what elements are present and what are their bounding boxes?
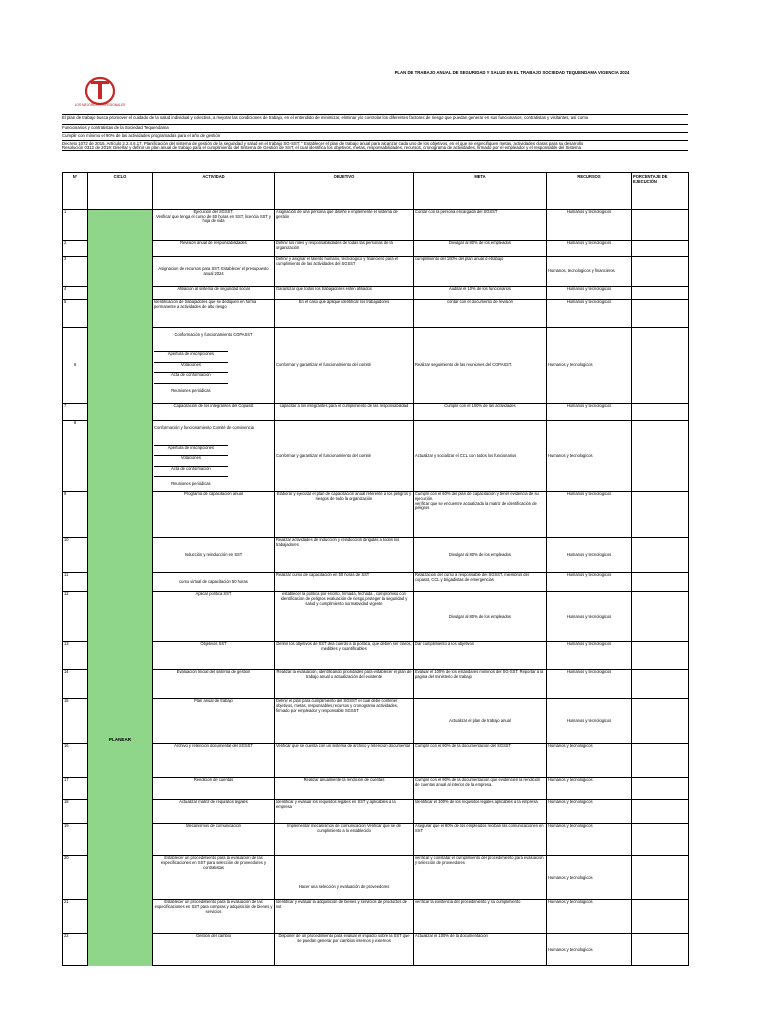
row-meta: Evaluar el 100% de los estándares mínimos del SG-SST. Reportar a la pagina del ministerio de trabajo [414,670,547,699]
row-recursos: Humanos y tecnologicos [547,404,632,421]
row-porcentaje[interactable] [632,642,689,670]
row-objetivo: Elaborar y ejecutar el plan de capacitación anual referente a los peligros y riesgos de todo la organización [275,492,414,538]
row-actividad: Gestión del cambio [153,934,275,966]
row-recursos: Humanos y tecnologicos [547,492,632,538]
row-meta: contar con el documento de revisión [414,300,547,328]
row-actividad: Archivo y retención documental del SGSST [153,744,275,778]
row-meta: Cumplir con el 100% de las actividades [414,404,547,421]
header-meta: META [414,173,547,210]
row-porcentaje[interactable] [632,287,689,300]
table-row [63,778,689,800]
row-objetivo: Definir y asignar el talento humano, tecnologico y financiero para el cumplimiento de las actividades del SGSST [275,257,414,287]
intro-scope: Funcionarios y contratistas de la Sociedad Tequendama [62,124,688,130]
row-objetivo: Identificar y evaluar los requisitos legales en SST y aplicables a la empresa [275,800,414,824]
table-row [63,210,689,241]
row-objetivo: Identificar y evaluar la adquisición de bienes y servicios de productos de sst [275,900,414,934]
row-objetivo: establecer la política por escrito, firmada, fechada , compromiso con identificacion de peligros evaluación de riesgo,proteger la seguridad y salud y cumplimiento normatividad vigente [275,592,414,642]
row-meta: Divulgar al 80% de los empleados [414,592,547,642]
table-header-row [63,173,689,210]
intro-decreto: Decreto 1072 de 2015, Artículo 2.2.4.6.17. Planificación del sistema de gestión de la seguridad y salud en el trabajo SG-SST: " Establecer el plan de trabajo anual para alcanzar cada uno de los objetivos, en el que se especifiquen metas, actividades claras para su desarrollo [62,140,688,146]
table-row [63,492,689,538]
row-recursos: Humanos y tecnologicos [547,744,632,778]
row-porcentaje[interactable] [632,900,689,934]
row-meta: Realizacion del curso a responsable del SGSST, miembros del copasst, CCL y brigadistas de emergencias [414,573,547,592]
row-number: 15 [63,699,88,744]
intro-purpose: El plan de trabajo busca promover el cuidado de la salud individual y colectiva, a mejorar las condiciones de trabajo, en el entendido de minimizar, eliminar y/o controlar los diferentes factores de riesgo que puedan generar en sus funcionarios, contratistas y visitantes, así como [62,114,688,120]
header-n: N° [63,173,88,210]
row-actividad: Capacitación de los integrantes del Copasst [153,404,275,421]
table-row [63,328,689,404]
row-recursos: Humanos y tecnologicos [547,642,632,670]
row-objetivo: Asignación de una persona que diseñe e implemente el sistema de gestión [275,210,414,241]
row-objetivo: capacitar a los integrantes para el cumplimiento de las responsabilidad [275,404,414,421]
row-actividad: Aplicar política SST [153,592,275,642]
row-meta: Cumplir con el 90% de la documentación del SGSST [414,744,547,778]
row-objetivo: Realizar anualmente la rendición de cuentas [275,778,414,800]
table-row [63,900,689,934]
row-recursos: Humanos y tecnologicos [547,421,632,492]
sub-activity: Acta de conformación [154,466,228,472]
row-meta: Divulgar al 80% de los empleados [414,241,547,257]
header-porcentaje: PORCENTAJE DE EJECUCIÓN [632,173,689,210]
row-actividad: Ejecución del SGSST. Verificar que tenga el curso de 50 horas en SST, licencia SST y hoja de vida [153,210,275,241]
row-actividad: Establecer un procedimiento para la evaluación de las especificaciones en SST para compras y adquisición de bienes y servicios [153,900,275,934]
row-meta: Actualizar el 100% de la documentación [414,934,547,966]
row-actividad: Rendición de cuentas [153,778,275,800]
row-objetivo: Hacer una selección y evaluación de proveedores [275,856,414,900]
row-porcentaje[interactable] [632,824,689,856]
row-objetivo: Garantizar que todos los trabajadores esten afiliados [275,287,414,300]
row-porcentaje[interactable] [632,241,689,257]
row-number: 22 [63,934,88,966]
row-porcentaje[interactable] [632,744,689,778]
table-row [63,934,689,966]
row-porcentaje[interactable] [632,210,689,241]
table-row [63,421,689,492]
row-number: 6 [63,328,88,404]
header-objetivo: OBJETIVO [275,173,414,210]
row-porcentaje[interactable] [632,538,689,573]
row-objetivo: Definir los objetivos de SST dea cuerdo a la política, que deben ser claros, medibles y cuantificables [275,642,414,670]
row-objetivo: Implementar mecanismos de comunicación Verificar que se de cumplimiento a lo establecido [275,824,414,856]
row-number: 4 [63,287,88,300]
row-number: 9 [63,492,88,538]
sub-activity: Acta de conformación [154,372,228,378]
row-number: 20 [63,856,88,900]
table-row [63,699,689,744]
header-actividad: ACTIVIDAD [153,173,275,210]
table-row [63,744,689,778]
row-porcentaje[interactable] [632,300,689,328]
row-recursos: Humanos y tecnologicos [547,824,632,856]
row-number: 19 [63,824,88,856]
row-porcentaje[interactable] [632,492,689,538]
row-actividad: Mecanismos de comunicación [153,824,275,856]
row-number: 13 [63,642,88,670]
row-porcentaje[interactable] [632,328,689,404]
sub-activity: Reuniones periódicas [154,383,228,399]
row-number: 14 [63,670,88,699]
table-row [63,300,689,328]
row-meta: Realizar seguimiento de las reuniones del COPASST. [414,328,547,404]
row-recursos: Humanos y tecnologicos [547,573,632,592]
row-porcentaje[interactable] [632,421,689,492]
row-number: 12 [63,592,88,642]
row-recursos: Humanos y tecnologicos [547,800,632,824]
row-objetivo: Definir los roles y responsabilidades de todas las personas de la organización [275,241,414,257]
row-recursos: Humanos y tecnologicos [547,856,632,900]
row-objetivo: Realizar curso de capacitación en 50 horas de SST [275,573,414,592]
row-number: 17 [63,778,88,800]
row-meta: Actualizar y socializar el CCL con todos los funcionarios [414,421,547,492]
row-objetivo: En el caso que aplique identificar los trabajadores [275,300,414,328]
intro-resolucion: Resolución 0312 de 2019: Diseñar y definir un plan anual de trabajo para el cumplimiento del Sistema de Gestión de SST, el cual identifica los objetivos, metas, responsabilidades, recursos, cronograma de actividades, firmado por el empleador y el responsable del Sistema [62,145,688,151]
row-actividad: Evaluación Inicial del sistema de gestión [153,670,275,699]
table-row [63,241,689,257]
header-ciclo: CICLO [88,173,153,210]
row-meta: verificar la existencia del procedimiento y su cumplimiento [414,900,547,934]
row-number: 5 [63,300,88,328]
table-row [63,592,689,642]
sub-activity: Votaciones [154,362,228,368]
row-recursos: Humanos y tecnologicos [547,328,632,404]
row-number: 10 [63,538,88,573]
row-porcentaje[interactable] [632,800,689,824]
row-number: 8 [63,421,88,492]
row-recursos: Humanos y tecnologicos [547,934,632,966]
row-meta: Actualizar el plan de trabajo anual [414,699,547,744]
row-recursos: Humanos y tecnologicos [547,210,632,241]
row-porcentaje[interactable] [632,404,689,421]
row-actividad: Asignacion de recursos para SST. Establecer el presupuesto anual 2024 [153,257,275,287]
row-number: 7 [63,404,88,421]
row-actividad [153,328,275,404]
row-objetivo: Verificar que se cuenta con un sistema de archivo y retencion documental [275,744,414,778]
row-actividad: Revisión anual de responsabilidades [153,241,275,257]
ciclo-cell [88,210,153,966]
row-actividad [153,421,275,492]
row-recursos: Humanos y tecnologicos [547,287,632,300]
row-recursos: Humanos y tecnologicos [547,670,632,699]
sub-activity: Reuniones periódicas [154,476,228,487]
row-recursos: Humanos y tecnologicos [547,592,632,642]
row-porcentaje[interactable] [632,670,689,699]
row-porcentaje[interactable] [632,257,689,287]
row-meta: Identificar el 100% de los requisitos legales aplicables a la empresa [414,800,547,824]
row-recursos: Humanos y tecnologicos [547,778,632,800]
row-porcentaje[interactable] [632,934,689,966]
logo-caption: LOS MEJORES PROFESIONALES [74,103,126,107]
row-recursos: Humanos y tecnologicos [547,900,632,934]
row-meta: Divulgar al 80% de los empleados [414,538,547,573]
row-number: 3 [63,257,88,287]
table-row [63,538,689,573]
row-objetivo: Conformar y garantizar el funcionamiento del comité [275,421,414,492]
row-number: 1 [63,210,88,241]
row-meta: Asegurar que el 80% de los empleados reciban las comunicaciones en SST [414,824,547,856]
row-recursos: Humanos y tecnologicos [547,699,632,744]
row-recursos: Humanos, tecnologicos y financieros [547,257,632,287]
row-actividad: Inducción y reinducción en SST [153,538,275,573]
row-actividad: curso virtual de capacitación 50 horas [153,573,275,592]
row-recursos: Humanos y tecnologicos [547,538,632,573]
row-porcentaje[interactable] [632,699,689,744]
row-actividad: Actualizar matriz de requisitos legales [153,800,275,824]
row-objetivo: Disponer de un procedimiento para evaluar el impacto sobre la SST que se puedan generar por cambios internos y externos [275,934,414,966]
row-actividad: Afiliacion al sistema de seguridad social [153,287,275,300]
row-recursos: Humanos y tecnologicos [547,300,632,328]
row-actividad: Establecer un procedimiento para la evaluación de las especificaciones en SST para selección de proveedores y contratistas [153,856,275,900]
table-row [63,573,689,592]
row-meta: Cumplir con el 80% del plan de capacitación y tener evidencia de su ejecución. verificar que se encuentre actualizada la matriz de identificación de peligros [414,492,547,538]
row-actividad: Identificación de trabajadores que se dediquen en forma permanente a actividades de alto riesgo [153,300,275,328]
table-row [63,257,689,287]
page-title: PLAN DE TRABAJO ANUAL DE SEGURIDAD Y SALUD EN EL TRABAJO SOCIEDAD TEQUENDAMA VIGENCIA 2024 [394,70,630,75]
sub-activity: Apertura de inscripciones [154,351,228,357]
row-actividad: Programa de capacitación anual [153,492,275,538]
row-objetivo: Realizar la evaluación, identificando prioridades para establecer el plan de trabajo anual o actualización del existente [275,670,414,699]
header-recursos: RECURSOS [547,173,632,210]
row-porcentaje[interactable] [632,592,689,642]
intro-goal: Cumplir con mínimo el 90% de las actividades programadas para el año de gestión [62,132,688,138]
sub-activity: Apertura de inscripciones [154,445,228,451]
table-row [63,800,689,824]
activity-title: Conformación y funcionamiento COPASST [174,331,253,337]
row-porcentaje[interactable] [632,856,689,900]
table-row [63,670,689,699]
row-objetivo: Conformar y garantizar el funcionamiento del comité [275,328,414,404]
table-row [63,856,689,900]
activity-title: Conformación y funcionamiento Comité de convivencia [154,425,254,431]
row-recursos: Humanos y tecnologicos [547,241,632,257]
row-meta: Cumplir con el 90% de la documentacion que evidencien la rendición de cuentas anual al interior de la empresa. [414,778,547,800]
row-objetivo: Definir el plan para cumplimiento del SGSST el cual debe contener objetivos, metas, responsables,recursos y cronograma actividades, firmado por empleador y responsable SGSST [275,699,414,744]
ciclo-label: PLANEAR [108,737,132,743]
row-number: 18 [63,800,88,824]
row-number: 21 [63,900,88,934]
table-row [63,404,689,421]
row-number: 11 [63,573,88,592]
row-meta: Contar con la persona encargada del SGSST [414,210,547,241]
row-meta: verificar y constatar el cumplimiento del procedimiento para evaluacion y selección de proveedores [414,856,547,900]
row-number: 2 [63,241,88,257]
row-objetivo: Realizar actividades de inducción y reinducción dirigidas a todos los trabajadores [275,538,414,573]
row-porcentaje[interactable] [632,778,689,800]
sub-activity: Votaciones [154,455,228,461]
row-meta: Auditar el 10% de los funcionarios [414,287,547,300]
table-row [63,287,689,300]
row-meta: Dar cumplimiento a los objetivos [414,642,547,670]
table-row [63,642,689,670]
row-actividad: Objetivos SST [153,642,275,670]
row-porcentaje[interactable] [632,573,689,592]
work-plan-table [62,172,689,966]
row-meta: cumplimiento del 100% del plan anual d etrabajo [414,257,547,287]
row-actividad: Plan anual de trabajo [153,699,275,744]
table-row [63,824,689,856]
row-number: 16 [63,744,88,778]
